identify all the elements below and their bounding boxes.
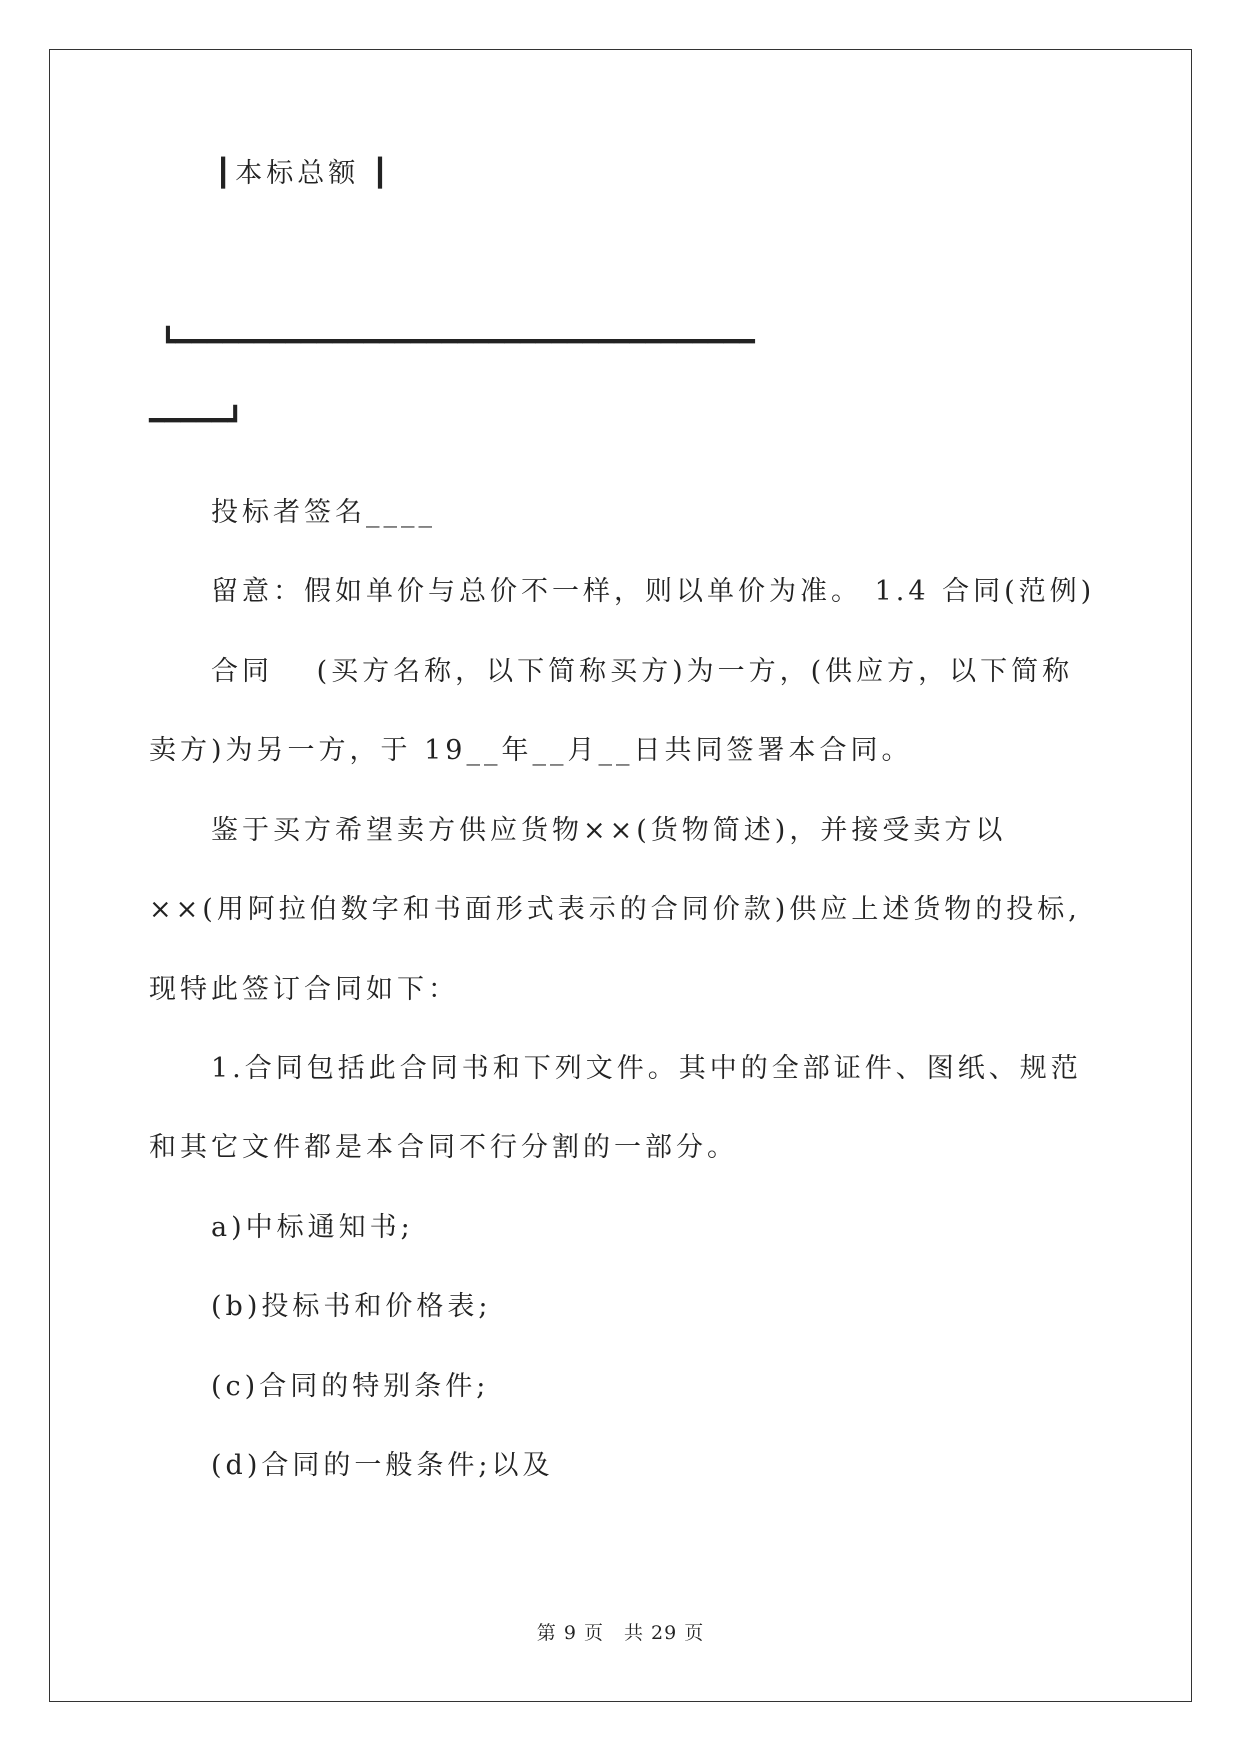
- clause-1-line-2: 和其它文件都是本合同不行分割的一部分。: [149, 1132, 738, 1163]
- whereas-line-1: 鉴于买方希望卖方供应货物××(货物简述)，并接受卖方以: [211, 815, 1007, 846]
- list-item-a: a)中标通知书;: [211, 1212, 414, 1243]
- contract-intro-line-1: 合同 (买方名称，以下简称买方)为一方，(供应方，以下简称: [211, 656, 1074, 687]
- table-bottom-border: ┗━━━━━━━━━━━━━━━━━━━━━━━━━━━━━━━━━━━━━: [160, 327, 755, 357]
- page-number: 第 9 页 共 29 页: [536, 1622, 705, 1644]
- whereas-line-2: ××(用阿拉伯数字和书面形式表示的合同价款)供应上述货物的投标,: [149, 894, 1081, 925]
- bidder-signature-line: 投标者签名____: [211, 497, 436, 528]
- table-bottom-border-end: ━━━━━┛: [149, 406, 243, 436]
- page-footer: [0, 1618, 1241, 1645]
- whereas-line-3: 现特此签订合同如下：: [149, 974, 459, 1005]
- clause-1-line-1: 1.合同包括此合同书和下列文件。其中的全部证件、图纸、规范: [211, 1053, 1082, 1084]
- table-row-total-amount: ┃本标总额 ┃: [215, 158, 393, 189]
- note-paragraph: 留意：假如单价与总价不一样，则以单价为准。 1.4 合同(范例): [211, 576, 1096, 607]
- contract-intro-line-2: 卖方)为另一方，于 19__年__月__日共同签署本合同。: [149, 735, 913, 766]
- list-item-b: (b)投标书和价格表;: [211, 1291, 492, 1322]
- list-item-c: (c)合同的特别条件;: [211, 1371, 490, 1402]
- list-item-d: (d)合同的一般条件;以及: [211, 1450, 554, 1481]
